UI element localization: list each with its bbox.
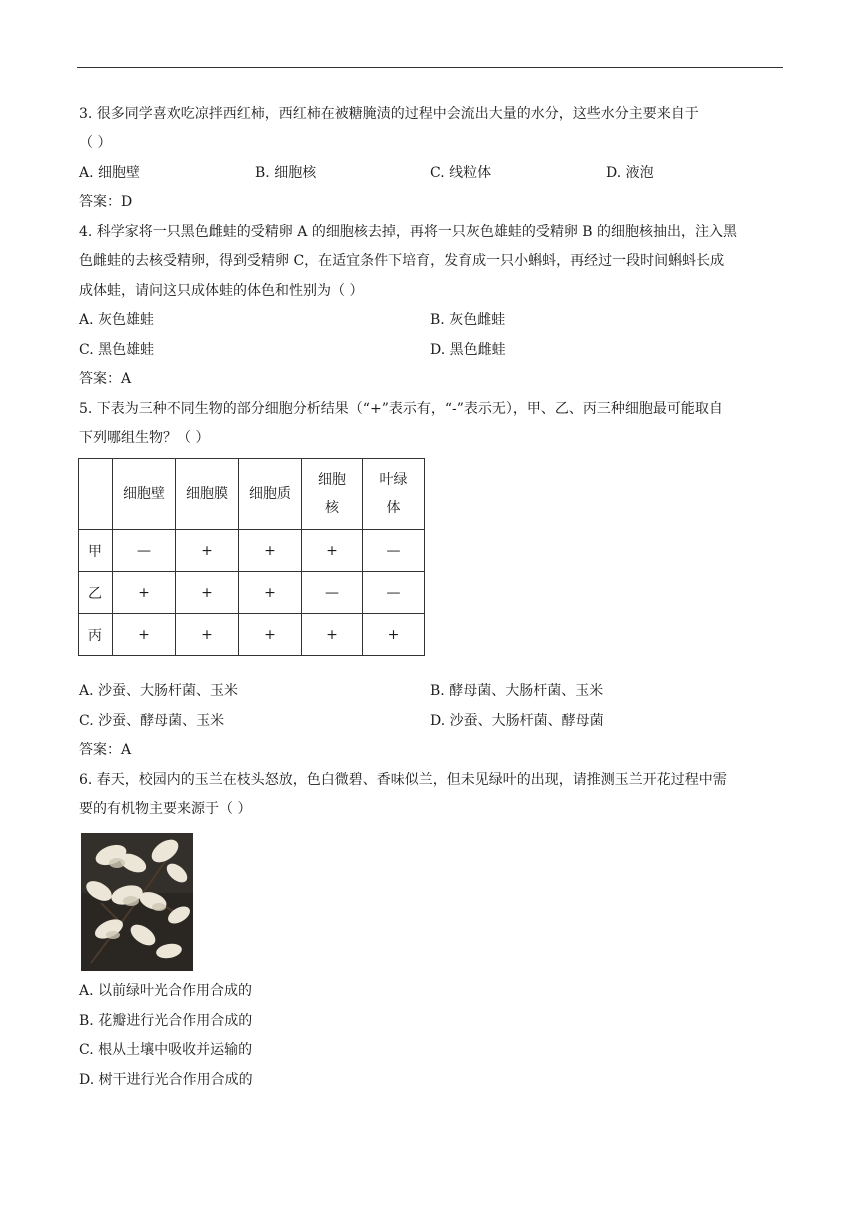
q3-stem-line2: （ ） [79, 135, 112, 151]
q3-option-c: C. 线粒体 [430, 165, 492, 181]
q5-answer: 答案：A [79, 742, 132, 758]
table-cell: + [176, 530, 239, 572]
q3-answer: 答案：D [79, 194, 133, 210]
q3-option-d: D. 液泡 [606, 165, 654, 181]
table-cell: — [302, 572, 363, 614]
table-cell: + [239, 614, 302, 656]
table-header-cell-text: 叶绿体 [379, 472, 408, 516]
q6-stem-line1: 6. 春天，校园内的玉兰在枝头怒放，色白微碧、香味似兰，但未见绿叶的出现，请推测玉兰开花过程中需 [79, 772, 727, 788]
table-header-cell [79, 459, 113, 530]
table-cell: 甲 [79, 530, 113, 572]
table-cell: 乙 [79, 572, 113, 614]
table-row [79, 530, 425, 572]
table-cell: + [176, 572, 239, 614]
table-cell: + [239, 572, 302, 614]
q6-option-c: C. 根从土壤中吸收并运输的 [79, 1042, 253, 1058]
q3-option-a: A. 细胞壁 [79, 165, 141, 181]
table-cell: — [363, 572, 425, 614]
q4-option-a: A. 灰色雄蛙 [79, 312, 155, 328]
q3-stem-line1: 3. 很多同学喜欢吃凉拌西红柿，西红柿在被糖腌渍的过程中会流出大量的水分，这些水分主要来自于 [79, 106, 699, 122]
q4-option-b: B. 灰色雌蛙 [430, 312, 506, 328]
q4-option-d: D. 黑色雌蛙 [430, 342, 506, 358]
q4-stem-line2: 色雌蛙的去核受精卵，得到受精卵 C，在适宜条件下培育，发育成一只小蝌蚪，再经过一段时间蝌蚪长成 [79, 253, 725, 269]
table-header-cell: 细胞膜 [176, 459, 239, 530]
table-row [79, 614, 425, 656]
table-header-cell [363, 459, 425, 530]
q4-stem-line3: 成体蛙，请问这只成体蛙的体色和性别为（ ） [79, 283, 364, 299]
table-cell: — [113, 530, 176, 572]
table-cell: + [363, 614, 425, 656]
table-header-cell: 细胞质 [239, 459, 302, 530]
table-cell: + [113, 614, 176, 656]
table-cell: + [302, 530, 363, 572]
q6-option-b: B. 花瓣进行光合作用合成的 [79, 1013, 253, 1029]
table-header-row [79, 459, 425, 530]
table-header-cell: 细胞壁 [113, 459, 176, 530]
q5-option-b: B. 酵母菌、大肠杆菌、玉米 [430, 683, 604, 699]
table-cell: + [176, 614, 239, 656]
table-cell: + [239, 530, 302, 572]
q4-option-c: C. 黑色雄蛙 [79, 342, 155, 358]
q5-stem-line2: 下列哪组生物？（ ） [79, 430, 210, 446]
table-header-cell [302, 459, 363, 530]
table-cell: + [113, 572, 176, 614]
table-cell: + [302, 614, 363, 656]
q5-option-c: C. 沙蚕、酵母菌、玉米 [79, 713, 225, 729]
q6-option-d: D. 树干进行光合作用合成的 [79, 1072, 253, 1088]
q4-stem-line1: 4. 科学家将一只黑色雌蛙的受精卵 A 的细胞核去掉，再将一只灰色雄蛙的受精卵 B 的细胞核抽出，注入黑 [79, 224, 738, 240]
table-cell: — [363, 530, 425, 572]
q3-option-b: B. 细胞核 [255, 165, 317, 181]
table-cell: 丙 [79, 614, 113, 656]
cell-analysis-table [78, 458, 425, 656]
table-header-cell-text: 细胞核 [318, 472, 346, 516]
q5-option-a: A. 沙蚕、大肠杆菌、玉米 [79, 683, 239, 699]
q4-answer: 答案：A [79, 371, 132, 387]
q6-option-a: A. 以前绿叶光合作用合成的 [79, 983, 253, 999]
q5-stem-line1: 5. 下表为三种不同生物的部分细胞分析结果（“+”表示有，“-”表示无），甲、乙、丙三种细胞最可能取自 [79, 401, 723, 417]
header-rule [77, 67, 783, 68]
q5-option-d: D. 沙蚕、大肠杆菌、酵母菌 [430, 713, 604, 729]
table-row [79, 572, 425, 614]
magnolia-photo [81, 833, 193, 971]
q6-stem-line2: 要的有机物主要来源于（ ） [79, 801, 252, 817]
